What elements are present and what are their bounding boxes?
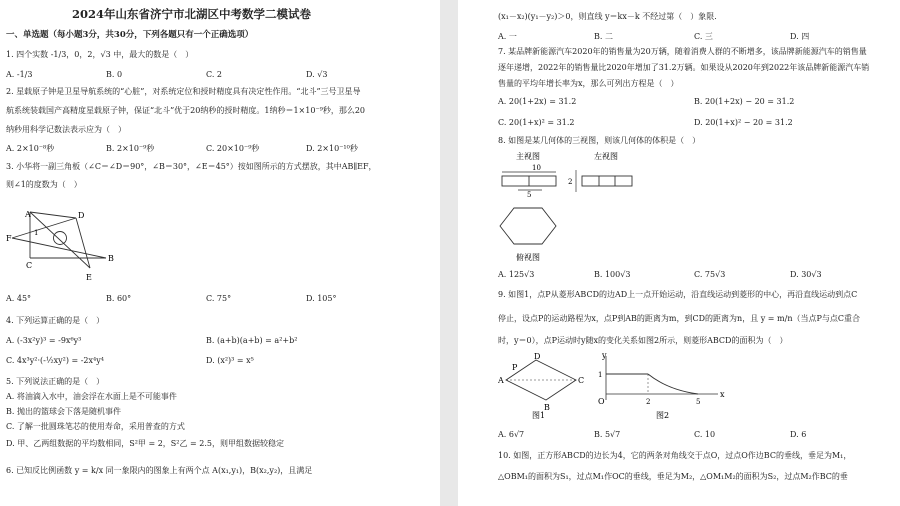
q3-line2: 则∠1的度数为（ ） xyxy=(6,180,82,189)
q9-figures xyxy=(498,352,768,422)
q2-option-d: D. 2×10⁻¹⁰秒 xyxy=(306,144,358,153)
q8-three-views-figure xyxy=(498,150,678,265)
q1-option-b: B. 0 xyxy=(106,70,123,79)
q3-label-b: B xyxy=(108,254,114,263)
q6-continued: (x₁－x₂)(y₁－y₂)＞0，则直线 y＝kx－k 不经过第（ ）象限． xyxy=(498,12,723,21)
q6-option-a: A. 一 xyxy=(498,32,517,41)
q3-triangle-figure xyxy=(6,208,116,288)
q8-option-b: B. 100√3 xyxy=(594,270,631,279)
q10-line1: 10. 如图，正方形ABCD的边长为4，它的两条对角线交于点O，过点O作边BC的垂线，垂足为M₁， xyxy=(498,451,852,460)
q3-label-c: C xyxy=(26,261,33,270)
q9-label-c: C xyxy=(578,376,585,385)
q7-line3: 售量的平均年增长率为x，那么可列出方程是（ ） xyxy=(498,79,679,88)
q9-label-b: B xyxy=(544,403,550,412)
q9-tick-1: 1 xyxy=(598,371,603,379)
section-heading: 一、单选题（每小题3分，共30分，下列各题只有一个正确选项） xyxy=(6,30,254,40)
q1-option-c: C. 2 xyxy=(206,70,223,79)
q9-line1: 9. 如图1，点P从菱形ABCD的边AD上一点开始运动，沿直线运动到菱形的中心，再沿直线运动到点C xyxy=(498,290,858,299)
q5-option-c: C. 了解一批圆珠笔芯的使用寿命，采用普查的方式 xyxy=(6,422,185,431)
q8-left-view-label: 左视图 xyxy=(594,152,618,161)
q9-option-c: C. 10 xyxy=(694,430,716,439)
q8-top-view-label: 俯视图 xyxy=(516,253,540,262)
q3-option-b: B. 60° xyxy=(106,294,132,303)
q9-option-d: D. 6 xyxy=(790,430,807,439)
q3-label-a: A xyxy=(25,210,31,219)
q4-stem: 4. 下列运算正确的是（ ） xyxy=(6,316,105,325)
q2-line1: 2. 星载原子钟是卫星导航系统的“心脏”，对系统定位和授时精度具有决定性作用。“北斗”三号卫星导 xyxy=(6,87,361,96)
q9-fig2-caption: 图2 xyxy=(656,411,670,420)
q7-option-a: A. 20(1+2x) = 31.2 xyxy=(498,97,577,106)
q3-label-f: F xyxy=(6,234,12,243)
q4-option-b: B. (a+b)(a+b) = a²+b² xyxy=(206,336,298,345)
q7-option-d: D. 20(1+x)² − 20 = 31.2 xyxy=(694,118,793,127)
q10-line2: △OBM₁的面积为S₁，过点M₁作OC的垂线，垂足为M₂，△OM₁M₂的面积为S₂，过点M₂作BC的垂 xyxy=(498,472,848,481)
q6-line1: 6. 已知反比例函数 y = k/x 同一象限内的图象上有两个点 A(x₁,y₁)，B(x₂,y₂)，且满足 xyxy=(6,466,313,475)
q2-line3: 纳秒用科学记数法表示应为（ ） xyxy=(6,125,126,134)
q3-option-a: A. 45° xyxy=(6,294,32,303)
right-page xyxy=(458,0,900,506)
q8-option-a: A. 125√3 xyxy=(498,270,535,279)
q1-stem: 1. 四个实数 -1/3，0，2，√3 中，最大的数是（ ） xyxy=(6,50,194,59)
left-page xyxy=(0,0,440,506)
q9-axis-origin: O xyxy=(598,397,605,406)
q8-main-view-label: 主视图 xyxy=(516,152,540,161)
exam-title: 2024年山东省济宁市北湖区中考数学二模试卷 xyxy=(72,7,312,21)
q3-option-d: D. 105° xyxy=(306,294,337,303)
q3-label-d: D xyxy=(78,211,85,220)
q8-option-c: C. 75√3 xyxy=(694,270,726,279)
q5-option-a: A. 将油滴入水中，油会浮在水面上是不可能事件 xyxy=(6,392,177,401)
q8-option-d: D. 30√3 xyxy=(790,270,822,279)
q2-line2: 航系统装载国产高精度星载原子钟，保证“北斗”优于20纳秒的授时精度。1纳秒＝1×10⁻⁹秒，那么20 xyxy=(6,106,366,115)
q1-option-d: D. √3 xyxy=(306,70,328,79)
q9-line2: 停止，设点P的运动路程为x，点P到AB的距离为m，到CD的距离为n，且 y = m/n（当点P与点C重合 xyxy=(498,314,860,323)
page-gap xyxy=(440,0,458,506)
q9-axis-y: y xyxy=(602,352,607,360)
q3-label-e: E xyxy=(86,273,92,282)
q3-line1: 3. 小华将一副三角板（∠C＝∠D＝90°，∠B＝30°，∠E＝45°）按如图所示的方式摆放，其中AB∥EF， xyxy=(6,162,377,171)
q1-option-a: A. -1/3 xyxy=(6,70,33,79)
q9-axis-x: x xyxy=(720,390,725,399)
q9-tick-5: 5 xyxy=(696,398,701,406)
q7-line1: 7. 某品牌新能源汽车2020年的销售量为20万辆，随着消费人群的不断增多，该品牌新能源汽车的销售量 xyxy=(498,47,867,56)
q9-fig1-caption: 图1 xyxy=(532,411,546,420)
q8-stem: 8. 如图是某几何体的三视图，则该几何体的体积是（ ） xyxy=(498,136,701,145)
q2-option-c: C. 20×10⁻⁹秒 xyxy=(206,144,260,153)
q9-label-p: P xyxy=(512,363,518,372)
q8-length-10: 10 xyxy=(532,164,541,172)
q9-option-b: B. 5√7 xyxy=(594,430,621,439)
q6-option-b: B. 二 xyxy=(594,32,613,41)
q3-option-c: C. 75° xyxy=(206,294,232,303)
q9-label-d: D xyxy=(534,352,541,361)
q7-option-c: C. 20(1+x)² = 31.2 xyxy=(498,118,575,127)
q9-tick-2: 2 xyxy=(646,398,651,406)
q6-option-c: C. 三 xyxy=(694,32,713,41)
q4-option-c: C. 4x³y²·(-½xy²) = -2x⁴y⁴ xyxy=(6,356,104,365)
q9-label-a: A xyxy=(498,376,504,385)
q8-length-2: 2 xyxy=(568,178,573,186)
q6-option-d: D. 四 xyxy=(790,32,810,41)
q4-option-a: A. (-3x²y)³ = -9x⁶y³ xyxy=(6,336,82,345)
q7-option-b: B. 20(1+2x) − 20 = 31.2 xyxy=(694,97,795,106)
q2-option-a: A. 2×10⁻⁸秒 xyxy=(6,144,55,153)
q5-stem: 5. 下列说法正确的是（ ） xyxy=(6,377,105,386)
q7-line2: 逐年递增，2022年的销售量比2020年增加了31.2万辆。如果设从2020年到2022年该品牌新能源汽车销 xyxy=(498,63,870,72)
q9-line3: 时，y＝0），点P运动时y随x的变化关系如图2所示，则菱形ABCD的面积为（ ） xyxy=(498,336,788,345)
q5-option-d: D. 甲、乙两组数据的平均数相同，S²甲 = 2，S²乙 = 2.5，则甲组数据较稳定 xyxy=(6,439,284,448)
q3-label-angle1: 1 xyxy=(34,229,39,237)
q2-option-b: B. 2×10⁻⁹秒 xyxy=(106,144,155,153)
q9-option-a: A. 6√7 xyxy=(498,430,525,439)
q8-length-5: 5 xyxy=(527,191,532,199)
q4-option-d: D. (x²)³ = x⁵ xyxy=(206,356,254,365)
q5-option-b: B. 抛出的篮球会下落是随机事件 xyxy=(6,407,121,416)
